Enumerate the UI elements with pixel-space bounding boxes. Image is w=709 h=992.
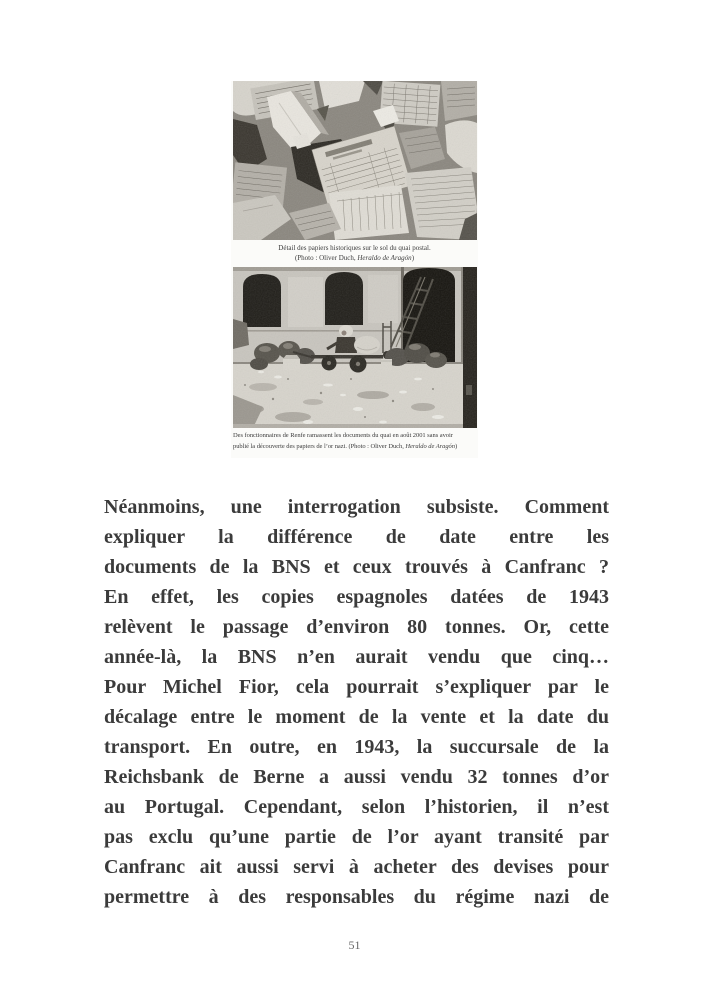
body-text-line: au Portugal. Cependant, selon l’historien, il n’est <box>104 796 609 818</box>
body-text-line: Canfranc ait aussi servi à acheter des devises pour <box>104 856 609 878</box>
body-text-line: relèvent le passage d’environ 80 tonnes. Or, cette <box>104 616 609 638</box>
body-text-line: pas exclu qu’une partie de l’or ayant transité par <box>104 826 609 848</box>
photo1-credit-source: Heraldo de Aragón <box>357 254 412 262</box>
body-text-line: année-là, la BNS n’en aurait vendu que cinq… <box>104 646 609 668</box>
body-text-line: documents de la BNS et ceux trouvés à Canfranc ? <box>104 556 609 578</box>
body-text-line: En effet, les copies espagnoles datées de 1943 <box>104 586 609 608</box>
courtyard-cleanup-photo <box>233 267 477 428</box>
page-number: 51 <box>348 938 361 952</box>
photo1-credit-prefix: (Photo : Oliver Duch, <box>294 254 358 262</box>
body-text-line: Pour Michel Fior, cela pourrait s’expliquer par le <box>104 676 609 698</box>
papers-pile-photo <box>233 81 477 240</box>
papers-pile-illustration <box>233 81 477 240</box>
body-text-line: permettre à des responsables du régime nazi de <box>104 886 609 908</box>
photo1-credit <box>231 253 478 263</box>
body-paragraph <box>104 492 609 912</box>
photo1-caption <box>231 243 478 263</box>
photo2-credit-source: Heraldo de Aragón <box>405 443 455 450</box>
photo1-credit-suffix: ) <box>411 254 415 262</box>
photo2-credit-prefix: publié la découverte des papiers de l’or nazi. (Photo : Oliver Duch, <box>233 443 406 450</box>
photo2-credit-suffix: ) <box>454 443 458 450</box>
photo2-caption-text: Des fonctionnaires de Renfe ramassent les documents du quai en août 2001 sans avoir <box>233 432 453 439</box>
photo1-caption-text: Détail des papiers historiques sur le sol du quai postal. <box>278 244 431 252</box>
body-text-line: expliquer la différence de date entre les <box>104 526 609 548</box>
body-text-line: décalage entre le moment de la vente et la date du <box>104 706 609 728</box>
photo-figure-block <box>231 81 478 458</box>
photo2-caption <box>233 430 478 452</box>
courtyard-illustration <box>233 267 477 428</box>
body-text-line: transport. En outre, en 1943, la succursale de la <box>104 736 609 758</box>
body-text-line: Néanmoins, une interrogation subsiste. Comment <box>104 496 609 518</box>
photo2-credit <box>233 441 478 452</box>
body-text-line: Reichsbank de Berne a aussi vendu 32 tonnes d’or <box>104 766 609 788</box>
